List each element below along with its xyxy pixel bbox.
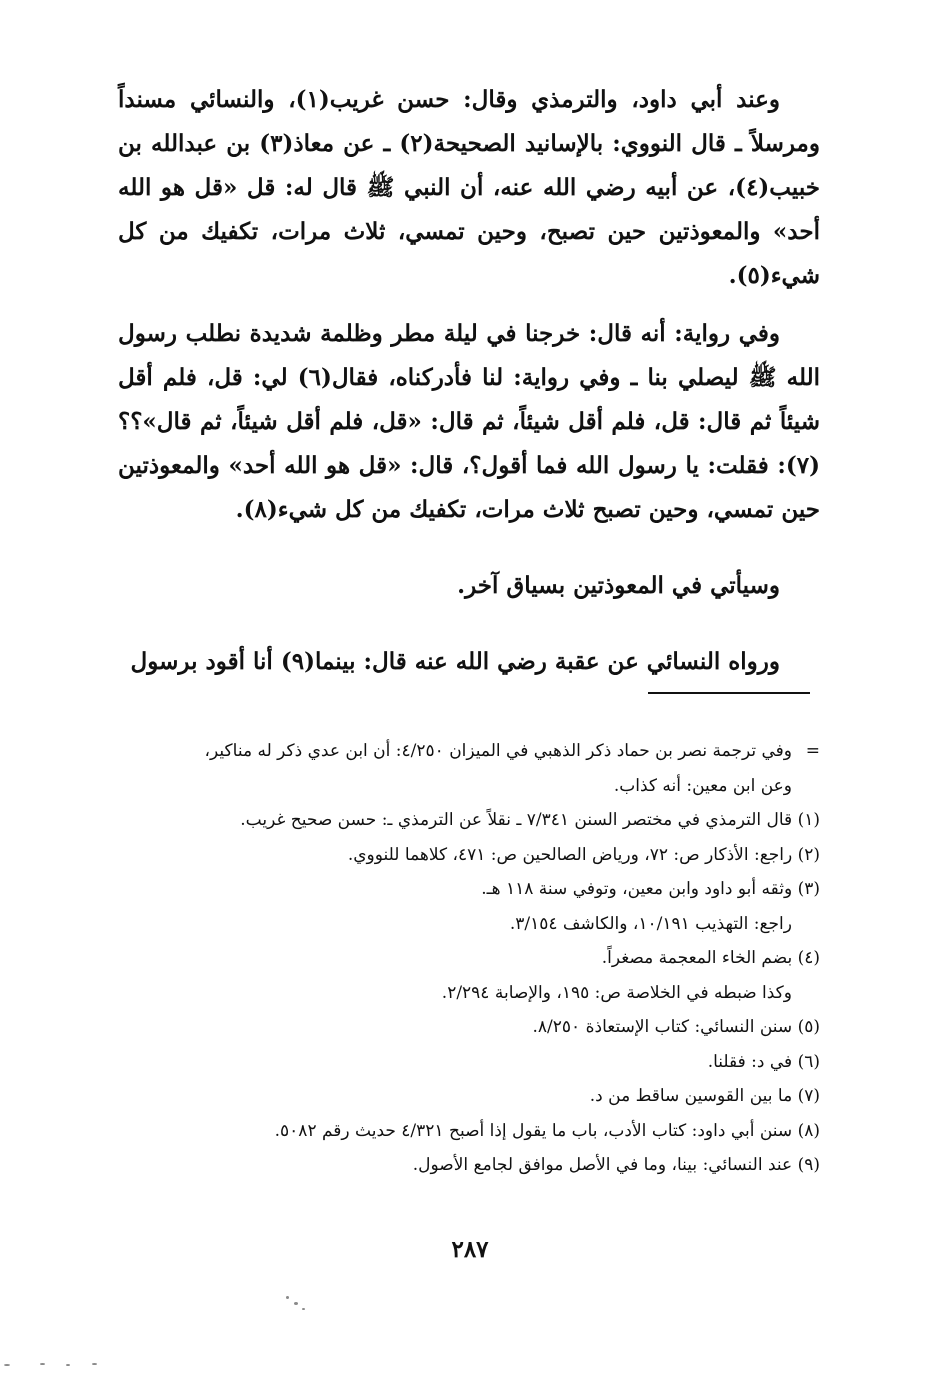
main-text — [118, 78, 820, 684]
footnote-8: (٨) سنن أبي داود: كتاب الأدب، باب ما يقول إذا أصبح ٤/٣٢١ حديث رقم ٥٠٨٢. — [274, 1120, 820, 1141]
footnote-9: (٩) عند النسائي: بينا، وما في الأصل موافق لجامع الأصول. — [412, 1155, 820, 1175]
scan-speck — [66, 1364, 70, 1366]
paragraph-4: ورواه النسائي عن عقبة رضي الله عنه قال: بينما(٩) أنا أقود برسول — [130, 648, 780, 675]
scan-speck — [4, 1364, 10, 1366]
page-number: ٢٨٧ — [451, 1236, 489, 1263]
paragraph-1: وعند أبي داود، والترمذي وقال: حسن غريب(١)، والنسائي مسنداً ومرسلاً ـ قال النووي: بالإسانيد الصحيحة(٢) ـ عن معاذ(٣) بن عبدالله بن خبيب(٤)، عن أبيه رضي الله عنه، أن النبي ﷺ قال له: قل «قل هو الله أحد» والمعوذتين حين تصبح، وحين تمسي، ثلاث مرات، تكفيك من كل شيء(٥). — [118, 86, 820, 289]
footnote-2: (٢) راجع: الأذكار ص: ٧٢، ورياض الصالحين ص: ٤٧١، كلاهما للنووي. — [347, 844, 820, 865]
scan-speck — [302, 1308, 305, 1310]
footnote-7: (٧) ما بين القوسين ساقط من د. — [589, 1086, 820, 1106]
paragraph-2: وفي رواية: أنه قال: خرجنا في ليلة مطر وظلمة شديدة نطلب رسول الله ﷺ ليصلي بنا ـ وفي رواية: لنا فأدركناه، فقال(٦) لي: قل، فلم أقل شيئاً ثم قال: قل، فلم أقل شيئاً، ثم قال: «قل، فلم أقل شيئاً، ثم قال»؟؟(٧): فقلت: يا رسول الله فما أقول؟، قال: «قل هو الله أحد» والمعوذتين حين تمسي، وحين تصبح ثلاث مرات، تكفيك من كل شيء(٨). — [118, 320, 820, 523]
scan-speck — [286, 1296, 289, 1299]
footnote-5: (٥) سنن النسائي: كتاب الإستعاذة ٨/٢٥٠. — [532, 1017, 820, 1037]
scan-speck — [40, 1363, 45, 1365]
footnote-4-continuation: وكذا ضبطه في الخلاصة ص: ١٩٥، والإصابة ٢/٢٩٤. — [441, 982, 792, 1003]
scan-speck — [294, 1302, 298, 1305]
scan-speck — [92, 1363, 97, 1365]
footnote-3-continuation: راجع: التهذيب ١٠/١٩١، والكاشف ٣/١٥٤. — [509, 913, 792, 934]
footnote-1: (١) قال الترمذي في مختصر السنن ٧/٣٤١ ـ نقلاً عن الترمذي ـ: حسن صحيح غريب. — [240, 810, 820, 830]
footnote-3: (٣) وثقه أبو داود وابن معين، وتوفي سنة ١١٨ هـ. — [481, 879, 820, 899]
paragraph-3: وسيأتي في المعوذتين بسياق آخر. — [457, 572, 780, 599]
footnote-continuation — [130, 734, 820, 769]
footnote-separator — [648, 692, 810, 694]
footnote-6: (٦) في د: فقلنا. — [707, 1051, 820, 1072]
footnote-continuation-line-1: وفي ترجمة نصر بن حماد ذكر الذهبي في الميزان ٤/٢٥٠: أن ابن عدي ذكر له مناكير، — [204, 741, 792, 761]
footnotes — [130, 734, 820, 1183]
footnote-4: (٤) بضم الخاء المعجمة مصغراً. — [601, 948, 820, 968]
footnote-continuation-line-2: وعن ابن معين: أنه كذاب. — [613, 775, 792, 796]
continuation-mark: = — [805, 741, 820, 761]
